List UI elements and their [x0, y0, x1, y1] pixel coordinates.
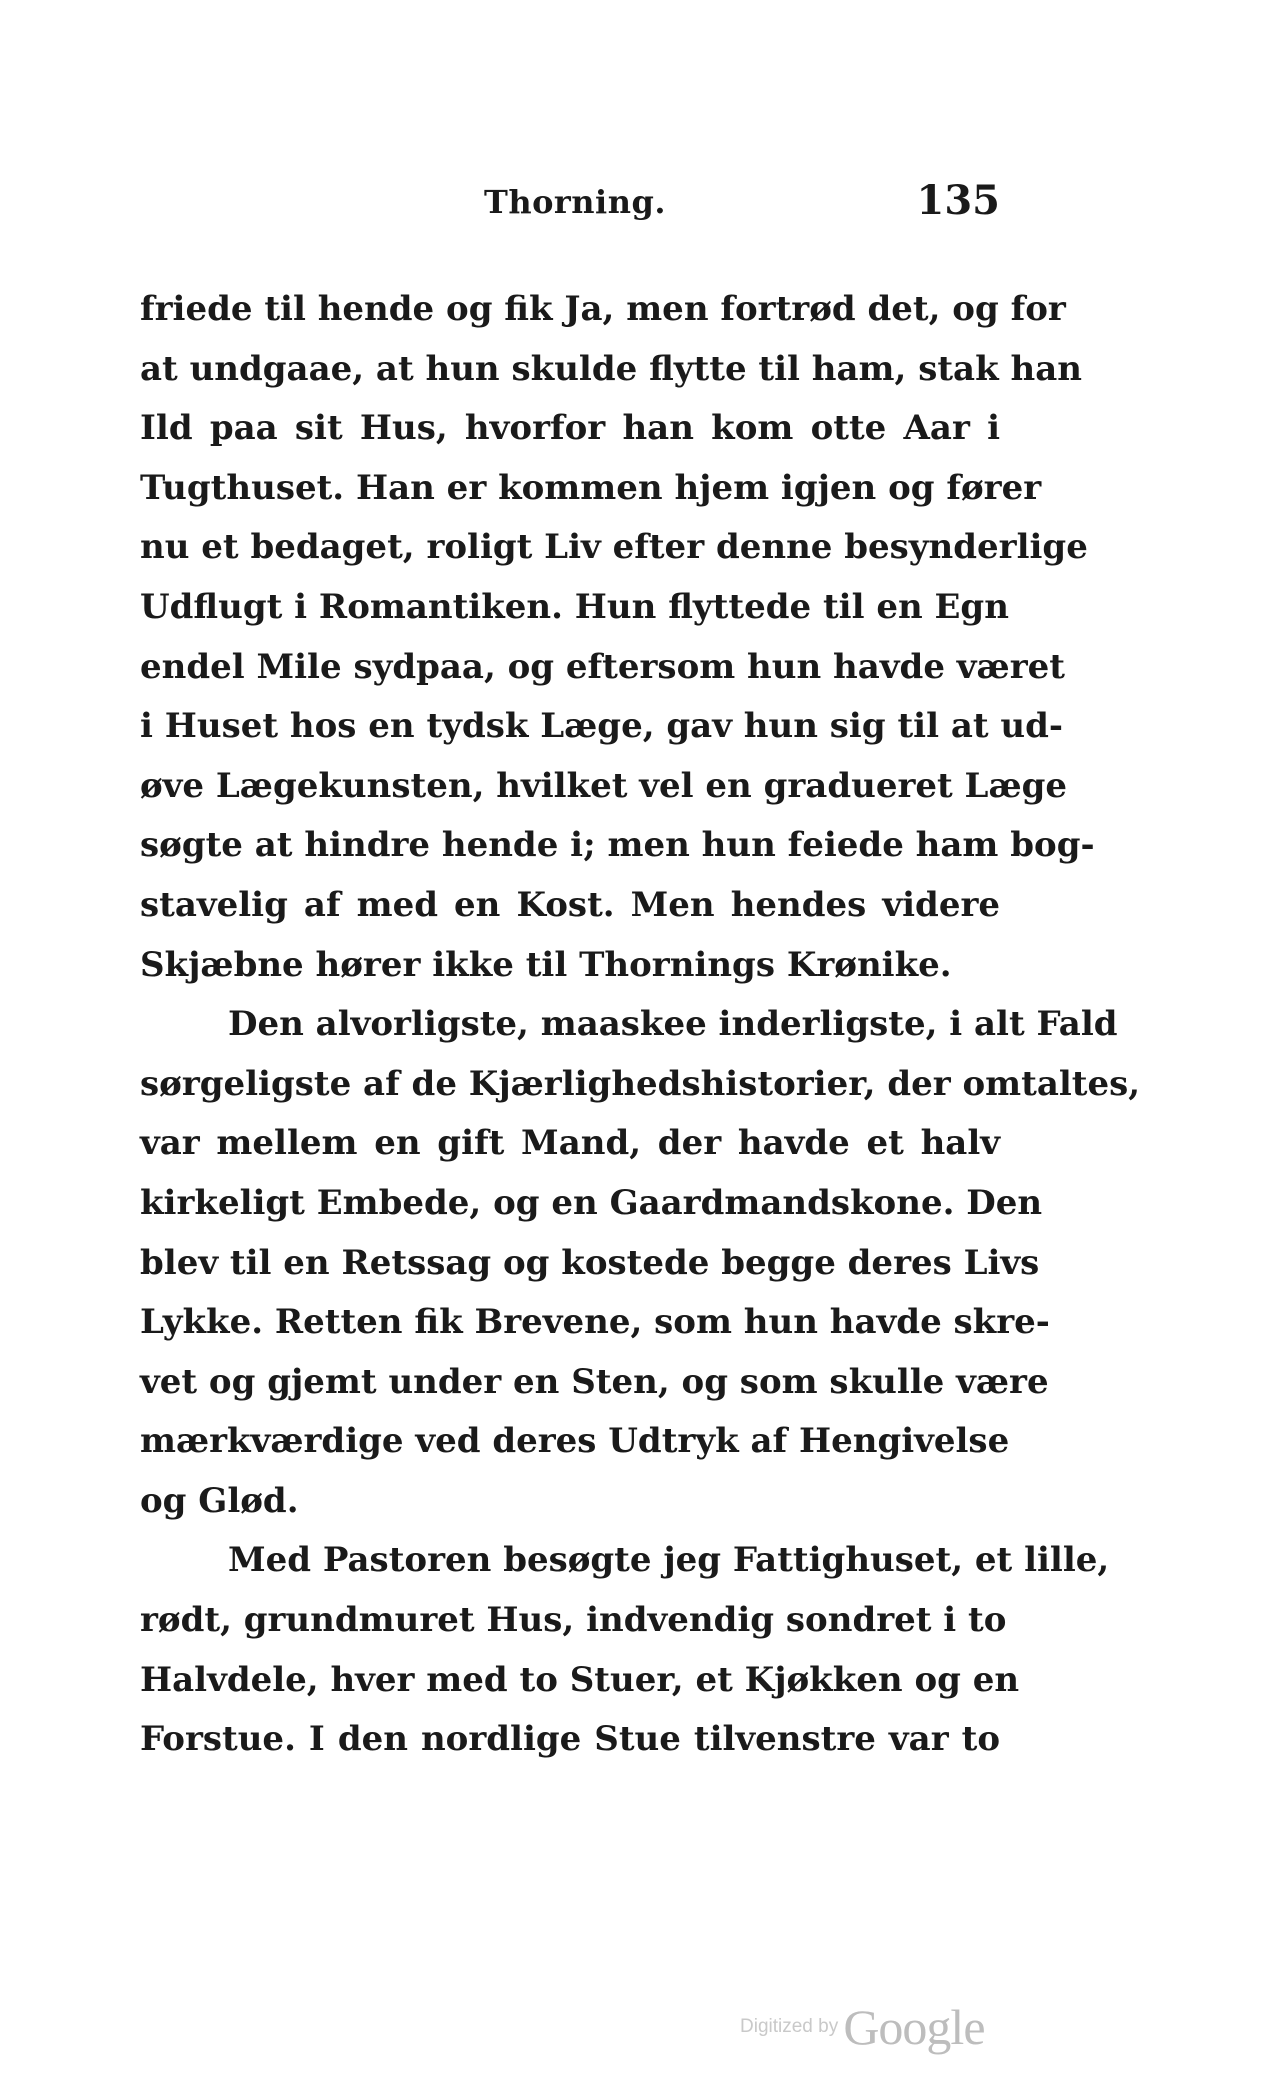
- text-line: var mellem en gift Mand, der havde et halv: [140, 1123, 1000, 1164]
- text-line: at undgaae, at hun skulde flytte til ham, stak han: [140, 348, 1082, 389]
- text-line: øve Lægekunsten, hvilket vel en gradueret Læge: [140, 765, 1067, 806]
- text-line: stavelig af med en Kost. Men hendes videre: [140, 884, 1000, 925]
- page-number: 135: [916, 177, 1000, 224]
- text-line: Tugthuset. Han er kommen hjem igjen og fører: [140, 467, 1042, 508]
- text-line: Udflugt i Romantiken. Hun flyttede til en Egn: [140, 586, 1009, 627]
- body-text: [140, 280, 1141, 1770]
- text-line: kirkeligt Embede, og en Gaardmandskone. Den: [140, 1182, 1043, 1223]
- google-logo: Google: [843, 1999, 985, 2055]
- text-line: rødt, grundmuret Hus, indvendig sondret i to: [140, 1600, 1007, 1641]
- text-line: i Huset hos en tydsk Læge, gav hun sig til at ud-: [140, 706, 1063, 747]
- text-line: mærkværdige ved deres Udtryk af Hengivelse: [140, 1421, 1010, 1462]
- text-line: Halvdele, hver med to Stuer, et Kjøkken og en: [140, 1659, 1020, 1700]
- text-line: sørgeligste af de Kjærlighedshistorier, der omtaltes,: [140, 1063, 1141, 1104]
- text-line: blev til en Retssag og kostede begge deres Livs: [140, 1242, 1040, 1283]
- text-line: Forstue. I den nordlige Stue tilvenstre var to: [140, 1719, 1000, 1760]
- text-line: nu et bedaget, roligt Liv efter denne besynderlige: [140, 527, 1088, 568]
- text-line: og Glød.: [140, 1480, 299, 1521]
- text-line: Skjæbne hører ikke til Thornings Krønike.: [140, 944, 952, 985]
- digitized-watermark: [740, 1998, 1000, 2058]
- digitized-label: Digitized by: [740, 2016, 839, 2037]
- text-line: Ild paa sit Hus, hvorfor han kom otte Aar i: [140, 408, 1000, 449]
- text-line: friede til hende og fik Ja, men fortrød det, og for: [140, 289, 1066, 329]
- text-line: søgte at hindre hende i; men hun feiede ham bog-: [140, 825, 1095, 866]
- text-line: vet og gjemt under en Sten, og som skulle være: [140, 1361, 1049, 1402]
- running-title: Thorning.: [484, 183, 666, 221]
- text-line: Lykke. Retten fik Brevene, som hun havde skre-: [140, 1302, 1050, 1343]
- page-header: [140, 177, 1010, 233]
- text-line: Den alvorligste, maaskee inderligste, i alt Fald: [228, 1004, 1118, 1045]
- text-line: Med Pastoren besøgte jeg Fattighuset, et lille,: [228, 1540, 1110, 1581]
- text-line: endel Mile sydpaa, og eftersom hun havde været: [140, 646, 1065, 687]
